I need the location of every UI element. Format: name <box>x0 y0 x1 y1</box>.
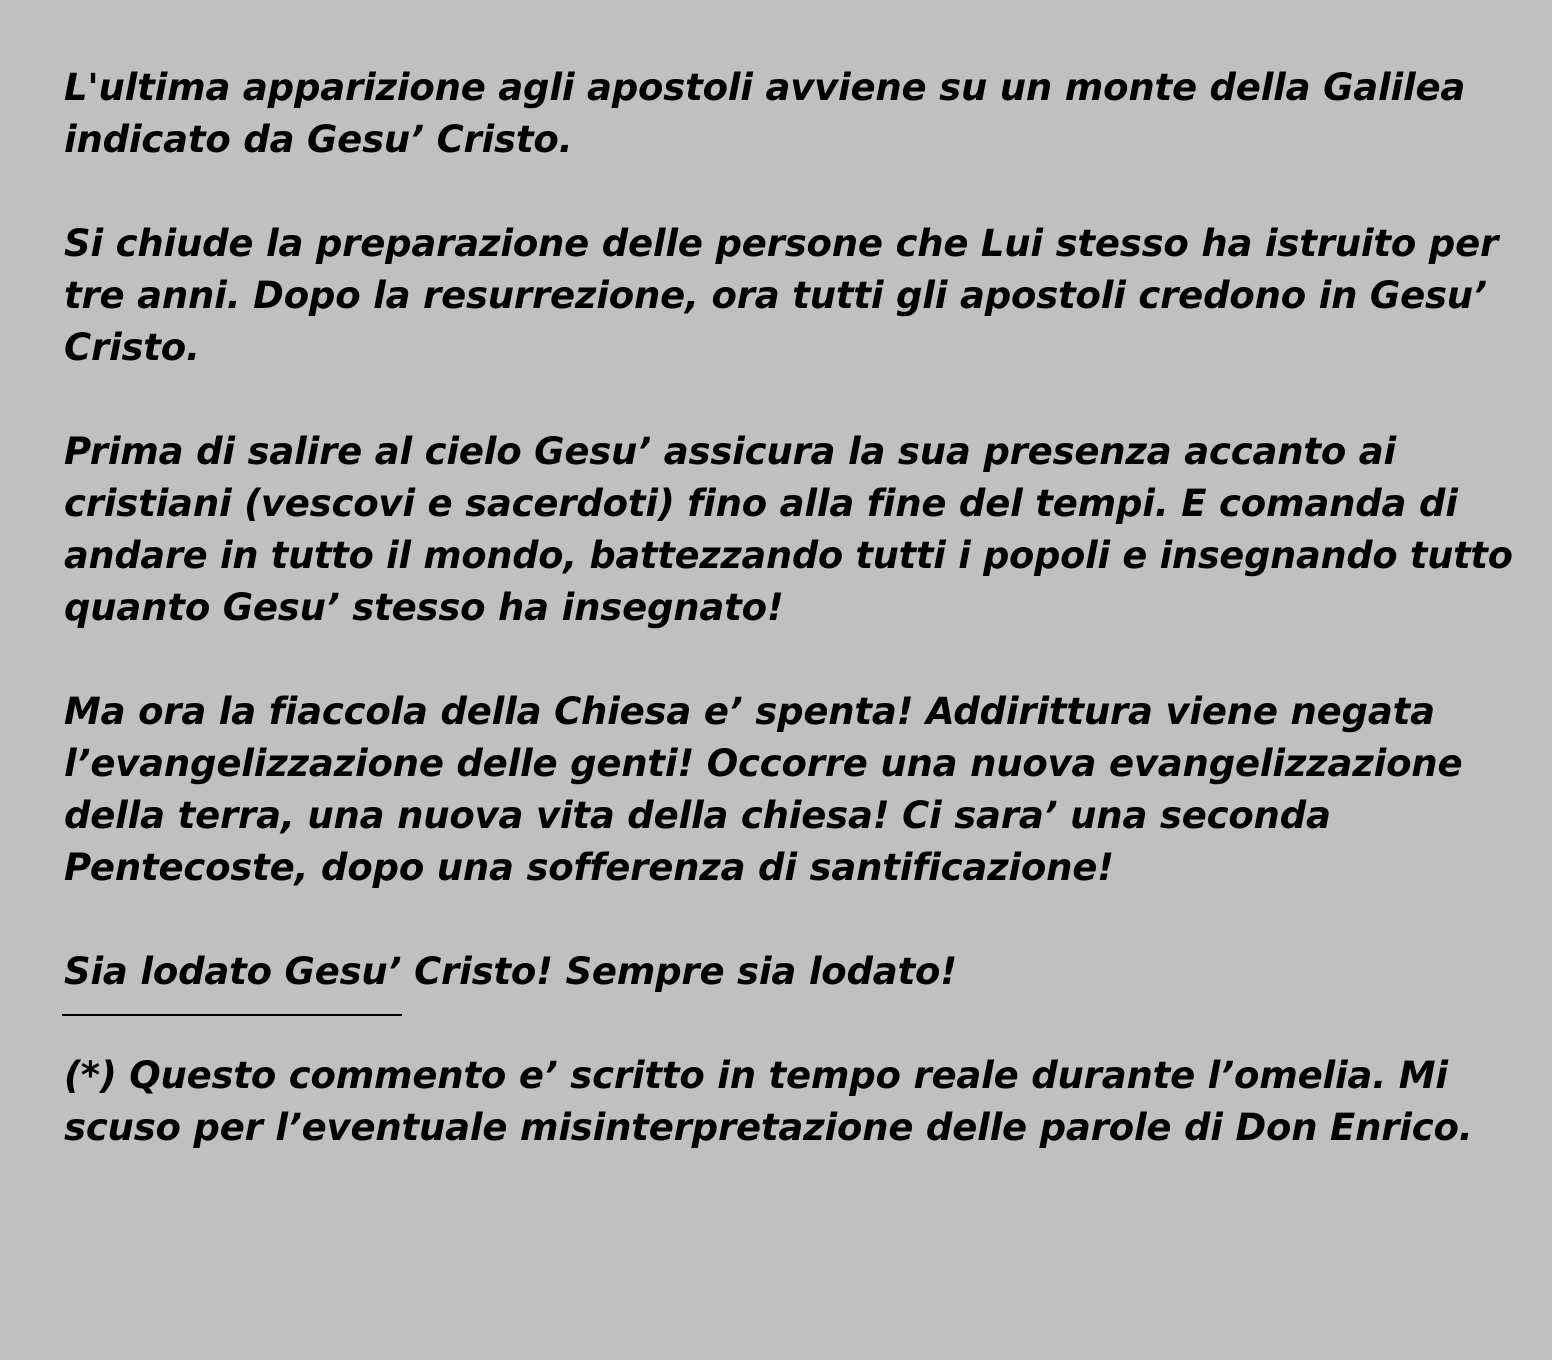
footnote <box>64 1050 1492 1154</box>
footnote-line: (*) Questo commento e’ scritto in tempo reale durante l’omelia. Mi <box>64 1054 1448 1097</box>
text-line: tre anni. Dopo la resurrezione, ora tutti gli apostoli credono in Gesu’ <box>64 274 1487 317</box>
paragraph-fiaccola <box>64 686 1492 894</box>
paragraph-gap <box>64 374 1492 426</box>
paragraph-apparizione <box>64 62 1492 166</box>
text-line: indicato da Gesu’ Cristo. <box>64 118 573 161</box>
text-line: Sia lodato Gesu’ Cristo! Sempre sia lodato! <box>64 950 957 993</box>
text-line: della terra, una nuova vita della chiesa! Ci sara’ una seconda <box>64 794 1331 837</box>
text-line: quanto Gesu’ stesso ha insegnato! <box>64 586 784 629</box>
paragraph-presenza <box>64 426 1513 634</box>
paragraph-preparazione <box>64 218 1499 374</box>
text-line: cristiani (vescovi e sacerdoti) fino alla fine del tempi. E comanda di <box>64 482 1458 525</box>
footnote-divider <box>62 1014 402 1016</box>
text-line: Ma ora la fiaccola della Chiesa e’ spenta! Addirittura viene negata <box>64 690 1435 733</box>
text-line: andare in tutto il mondo, battezzando tutti i popoli e insegnando tutto <box>64 534 1513 577</box>
paragraph-gap <box>64 166 1492 218</box>
footnote-line: scuso per l’eventuale misinterpretazione delle parole di Don Enrico. <box>64 1106 1473 1149</box>
paragraph-lodato <box>64 946 1492 998</box>
text-line: L'ultima apparizione agli apostoli avviene su un monte della Galilea <box>64 66 1466 109</box>
text-line: Cristo. <box>64 326 200 369</box>
paragraph-gap <box>64 634 1492 686</box>
text-line: Pentecoste, dopo una sofferenza di santificazione! <box>64 846 1114 889</box>
paragraph-gap <box>64 894 1492 946</box>
text-line: Si chiude la preparazione delle persone che Lui stesso ha istruito per <box>64 222 1499 265</box>
text-line: Prima di salire al cielo Gesu’ assicura la sua presenza accanto ai <box>64 430 1396 473</box>
text-line: l’evangelizzazione delle genti! Occorre una nuova evangelizzazione <box>64 742 1463 785</box>
